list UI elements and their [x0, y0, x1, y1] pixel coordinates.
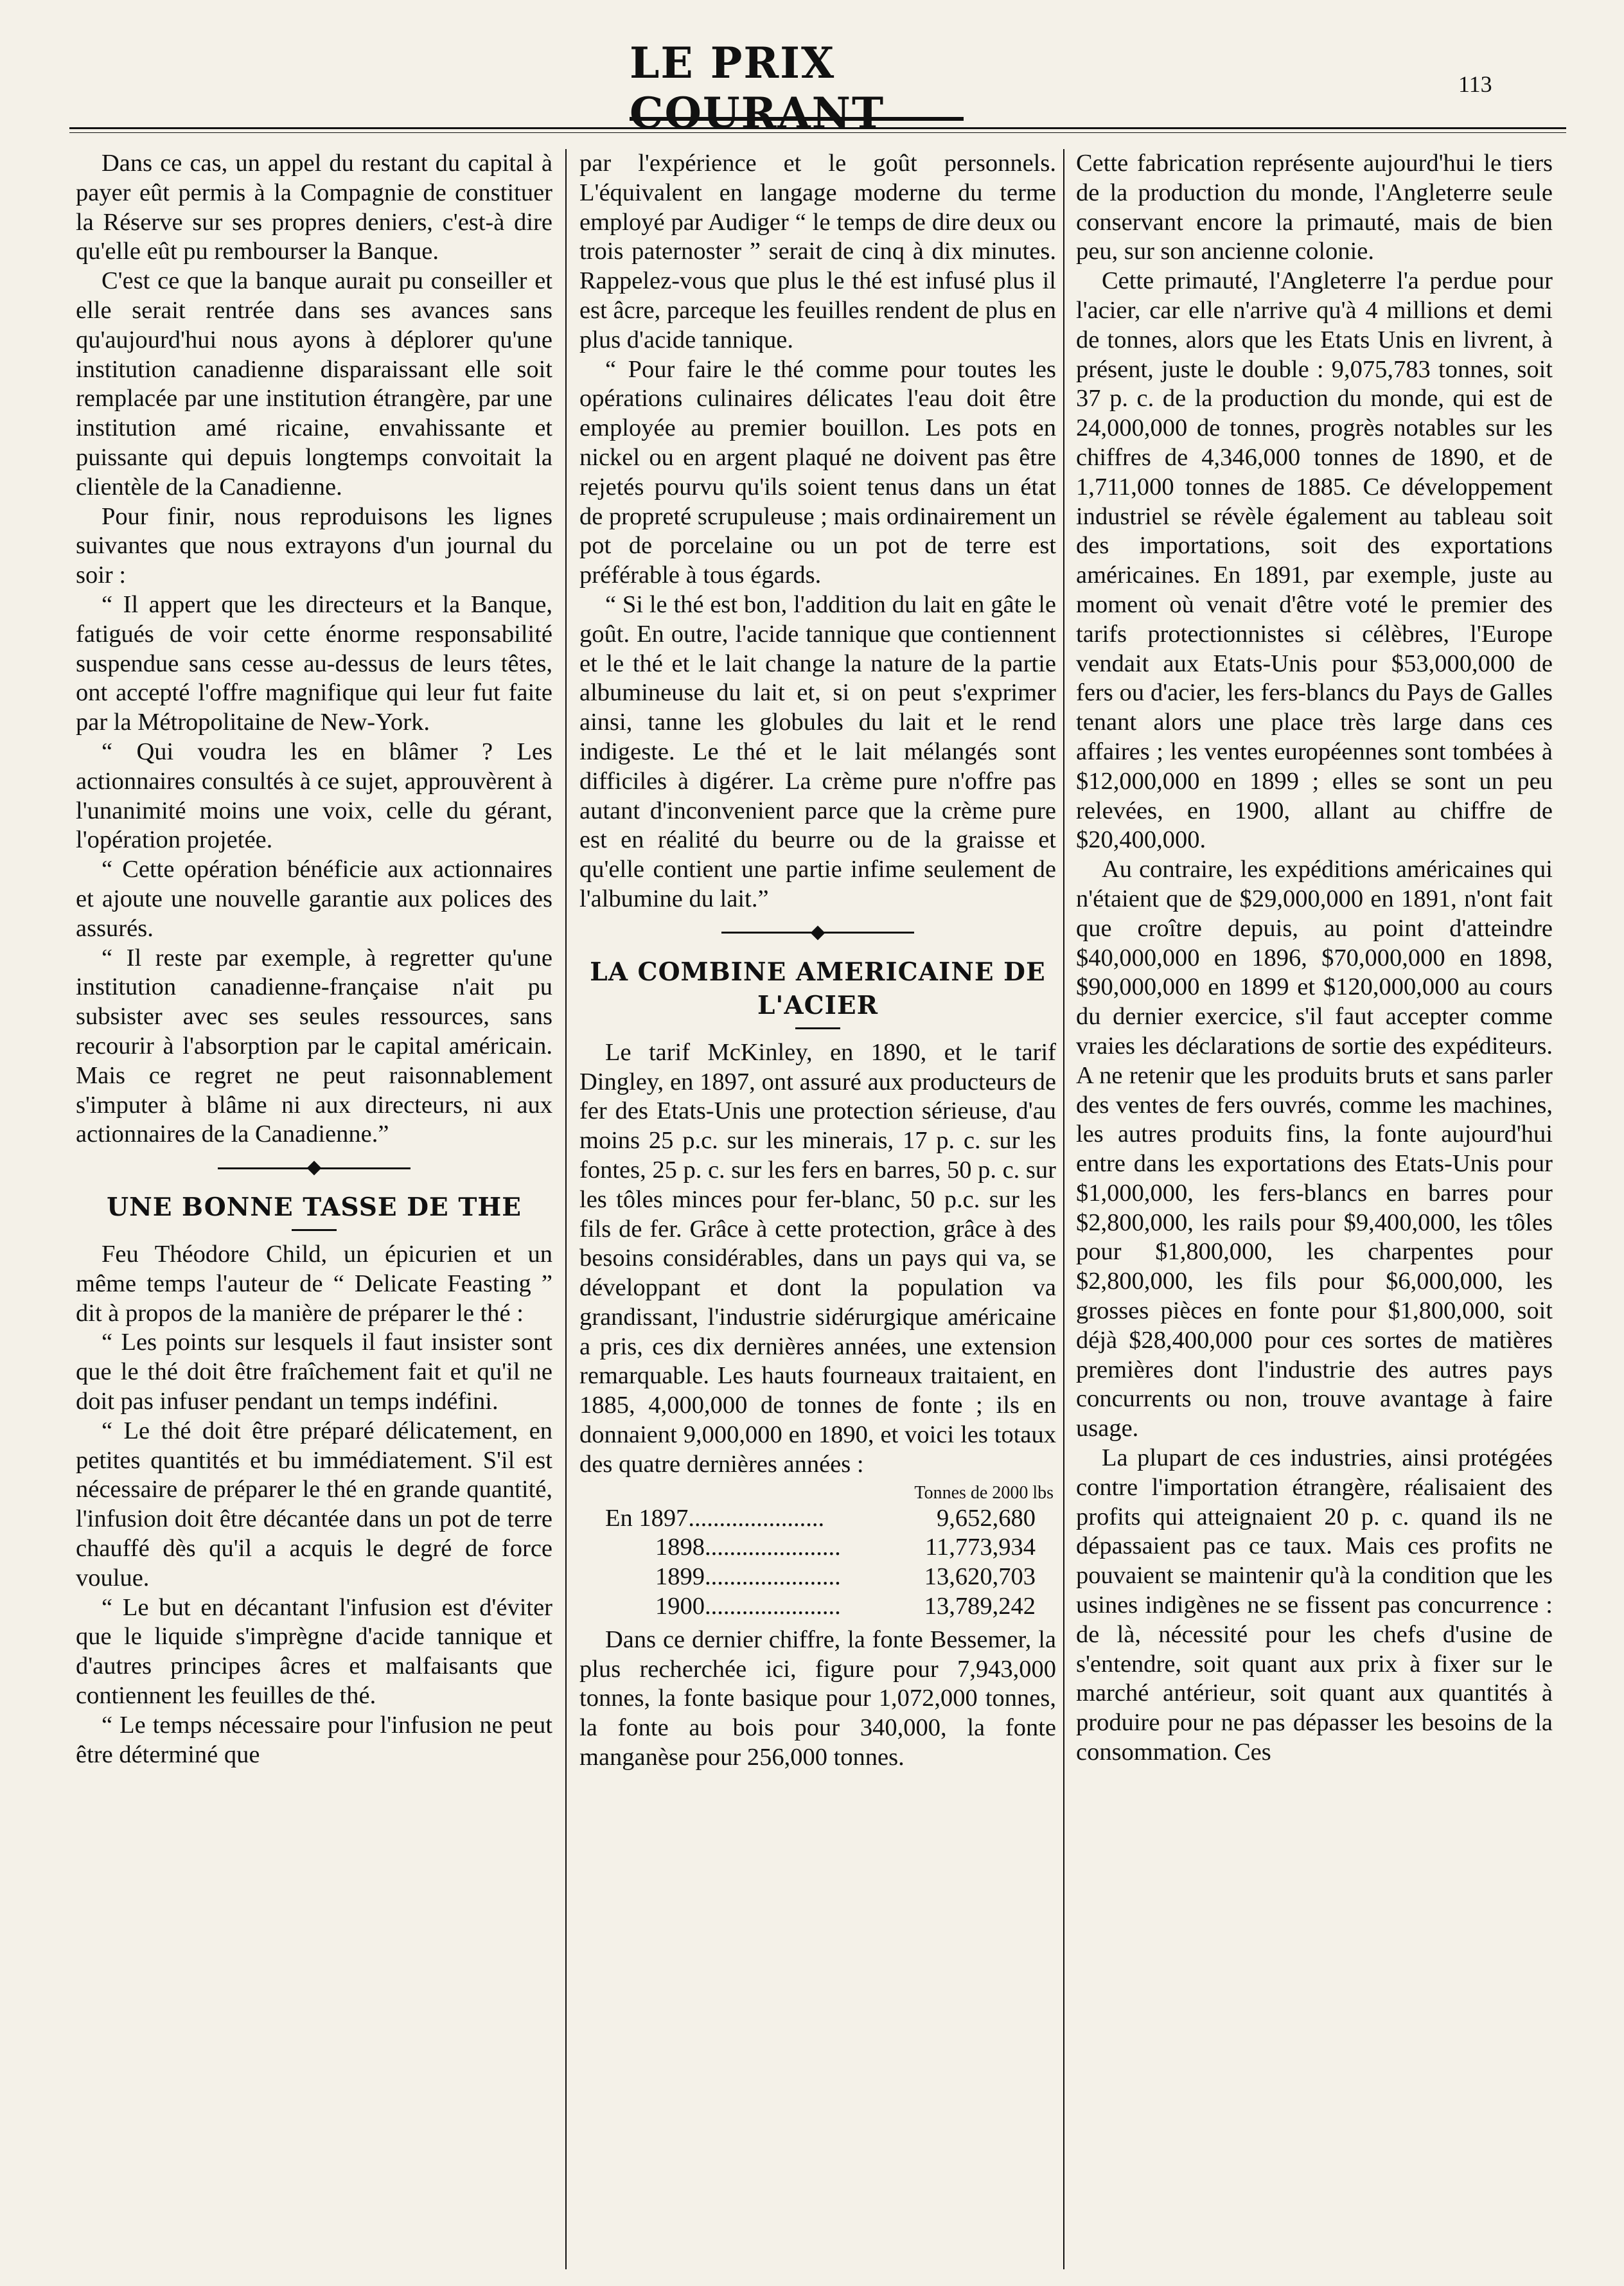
paragraph: Au contraire, les expéditions américaines qui n'étaient que de $29,000,000 en 1891, n'ont fait que croître depuis, au point d'atteindre $40,000,000 en 1896, $70,000,000 en 1898, $90,000,000 en 1899 et $120,000,000 au cours du dernier exercice, s'il faut accepter comme vraies les déclarations de sortie des expéditeurs. A ne retenir que les produits bruts et sans parler des ventes de fers ouvrés, comme les machines, les autres produits fins, la fonte aujourd'hui entre dans les exportations des Etats-Unis pour $1,000,000, les fers-blancs en barres pour $2,800,000, les rails pour $9,400,000, les tôles pour $1,800,000, les charpentes pour $2,800,000, les fils pour $6,000,000, les grosses pièces en fonte pour $1,800,000, soit déjà $28,400,000 pour ces sortes de matières premières dont l'industrie des autres pays concurrents ou non, trouve avantage à faire usage.	[1076, 856, 1553, 1442]
column-2	[579, 149, 1056, 2269]
paragraph: Cette fabrication représente aujourd'hui le tiers de la production du monde, l'Angleterre seule conservant encore la primauté, mais de bien peu, sur son ancienne colonie.	[1076, 150, 1553, 265]
paragraph: Feu Théodore Child, un épicurien et un même temps l'auteur de “ Delicate Feasting ” dit à propos de la manière de préparer le thé :	[76, 1241, 552, 1327]
table-row	[579, 1563, 1056, 1592]
paragraph: “ Cette opération bénéficie aux actionnaires et ajoute une nouvelle garantie aux polices des assurés.	[76, 856, 552, 942]
paragraph: “ Qui voudra les en blâmer ? Les actionnaires consultés à ce sujet, approuvèrent à l'unanimité moins une voix, celle du gérant, l'opération projetée.	[76, 738, 552, 854]
paragraph: “ Le thé doit être préparé délicatement, en petites quantités et bu immédiatement. S'il est nécessaire de préparer le thé en grande quantité, l'infusion doit être décantée dans un pot de terre chauffé dès qu'il a acquis le degré de force voulue.	[76, 1417, 552, 1591]
paragraph: “ Il reste par exemple, à regretter qu'une institution canadienne-française n'ait pu subsister avec ses seules ressources, sans recourir à l'absorption par le capital américain. Mais ce regret ne peut raisonnablement s'imputer à blâme ni aux directeurs, ni aux actionnaires de la Canadienne.”	[76, 944, 552, 1148]
masthead-title: LE PRIX COURANT	[630, 59, 964, 121]
column-divider-1	[565, 149, 567, 2269]
paragraph: Dans ce cas, un appel du restant du capital à payer eût permis à la Compagnie de constituer la Réserve sur ses propres deniers, c'est-à dire qu'elle eût pu rembourser la Banque.	[76, 150, 552, 265]
table-value: 11,773,934	[925, 1534, 1036, 1561]
section-ornament	[579, 914, 1056, 952]
table-value: 13,620,703	[924, 1563, 1036, 1591]
paragraph: C'est ce que la banque aurait pu conseiller et elle serait rentrée dans ses avances sans qu'aujourd'hui nous ayons à déplorer qu'une institution canadienne disparaissant elle soit remplacée par une institution étrangère, par une institution amé ricaine, envahissante et puissante qui depuis longtemps convoitait la clientèle de la Canadienne.	[76, 267, 552, 501]
table-year: 1900......................	[655, 1593, 841, 1620]
column-3	[1076, 149, 1553, 2269]
heading-rule	[795, 1027, 840, 1029]
page-number: 113	[1458, 71, 1492, 97]
paragraph: Cette primauté, l'Angleterre l'a perdue pour l'acier, car elle n'arrive qu'à 4 millions et demi de tonnes, alors que les Etats Unis en livrent, à présent, juste le double : 9,075,783 tonnes, soit 37 p. c. de la production du monde, qui est de 24,000,000 de tonnes, progrès notables sur les chiffres de 4,346,000 tonnes de 1890, et de 1,711,000 tonnes de 1885. Ce développement industriel se révèle également au tableau soit des importations, soit des exportations américaines. En 1891, par exemple, juste au moment où venait d'être voté le premier des tarifs protectionnistes si célèbres, l'Europe vendait aux Etats-Unis pour $53,000,000 de fers ou d'acier, les fers-blancs du Pays de Galles tenant alors une place très large dans ces affaires ; les ventes européennes sont tombées à $12,000,000 en 1899 ; elles se sont un peu relevées, en 1900, allant au chiffre de $20,400,000.	[1076, 267, 1553, 854]
article-heading-tea: UNE BONNE TASSE DE THE	[107, 1192, 522, 1223]
heading-rule	[292, 1229, 337, 1231]
article-heading-steel: LA COMBINE AMERICAINE DE L'ACIER	[590, 957, 1046, 1020]
table-value: 13,789,242	[924, 1593, 1036, 1620]
table-row	[579, 1533, 1056, 1563]
table-header: Tonnes de 2000 lbs	[914, 1482, 1054, 1503]
paragraph: “ Pour faire le thé comme pour toutes les opérations culinaires délicates l'eau doit être employée au premier bouillon. Les pots en nickel ou en argent plaqué ne doivent pas être rejetés pourvu qu'ils soient tenus dans un état de propreté scrupuleuse ; mais ordinairement un pot de porcelaine ou un pot de terre est préférable à tous égards.	[579, 355, 1056, 589]
paragraph: “ Il appert que les directeurs et la Banque, fatigués de voir cette énorme responsabilité suspendue sans cesse au-dessus de leurs têtes, ont accepté l'offre magnifique qui leur fut faite par la Métropolitaine de New-York.	[76, 590, 552, 736]
column-divider-2	[1063, 149, 1064, 2269]
column-1	[76, 149, 552, 2269]
paragraph: “ Les points sur lesquels il faut insister sont que le thé doit être fraîchement fait et qu'il ne doit pas infuser pendant un temps indéfini.	[76, 1329, 552, 1415]
table-row	[579, 1504, 1056, 1534]
paragraph: “ Le temps nécessaire pour l'infusion ne peut être déterminé que	[76, 1711, 552, 1768]
table-year: En 1897......................	[605, 1504, 825, 1532]
paragraph: “ Si le thé est bon, l'addition du lait en gâte le goût. En outre, l'acide tannique que contiennent et le thé et le lait change la nature de la partie albumineuse du lait et, si on peut s'exprimer ainsi, tanne les globules du lait et le rend indigeste. Le thé et le lait mélangés sont difficiles à digérer. La crème pure n'offre pas autant d'inconvenient parce que la crème pure est en réalité du beurre ou de la graisse et qu'elle contient une partie infime seulement de l'albumine du lait.”	[579, 590, 1056, 912]
header-rule-thin	[69, 132, 1566, 133]
paragraph: La plupart de ces industries, ainsi protégées contre l'importation étrangère, réalisaient des profits qui atteignaient 20 p. c. quand ils ne dépassaient pas ce taux. Mais ces profits ne pouvaient se maintenir qu'à la condition que les usines indigènes ne se fissent pas concurrence : de là, nécessité pour les chefs d'usine de s'entendre, soit quant aux prix à fixer sur le marché antérieur, soit quant aux quantités à produire pour ne pas dépasser les besoins de la consommation. Ces	[1076, 1444, 1553, 1766]
table-value: 9,652,680	[937, 1504, 1036, 1532]
table-year: 1899......................	[655, 1563, 841, 1591]
paragraph: Dans ce dernier chiffre, la fonte Bessemer, la plus recherchée ici, figure pour 7,943,000 tonnes, la fonte basique pour 1,072,000 tonnes, la fonte au bois pour 340,000, la fonte manganèse pour 256,000 tonnes.	[579, 1626, 1056, 1771]
paragraph: “ Le but en décantant l'infusion est d'éviter que le liquide s'imprègne d'acide tannique et d'autres principes âcres et malfaisants que contiennent les feuilles de thé.	[76, 1593, 552, 1710]
paragraph: Pour finir, nous reproduisons les lignes suivantes que nous extrayons d'un journal du soir :	[76, 502, 552, 589]
table-row	[579, 1592, 1056, 1622]
paragraph: par l'expérience et le goût personnels. L'équivalent en langage moderne du terme employé par Audiger “ le temps de dire deux ou trois paternoster ” serait de cinq à dix minutes. Rappelez-vous que plus le thé est infusé plus il est âcre, parceque les feuilles rendent de plus en plus d'acide tannique.	[579, 150, 1056, 353]
table-year: 1898......................	[655, 1534, 841, 1561]
production-table	[579, 1482, 1056, 1622]
section-ornament	[76, 1149, 552, 1187]
paragraph: Le tarif McKinley, en 1890, et le tarif Dingley, en 1897, ont assuré aux producteurs de fer des Etats-Unis une protection sérieuse, d'au moins 25 p.c. sur les minerais, 17 p. c. sur les fontes, 25 p. c. sur les fers en barres, 50 p. c. sur les tôles minces pour fer-blanc, 50 p.c. sur les fils de fer. Grâce à cette protection, grâce à des besoins considérables, dans un pays qui va, se développant et dont la population va grandissant, l'industrie sidérurgique américaine a pris, ces dix dernières années, une extension remarquable. Les hauts fourneaux traitaient, en 1885, 4,000,000 de tonnes de fonte ; ils en donnaient 9,000,000 en 1890, et voici les totaux des quatre dernières années :	[579, 1038, 1056, 1478]
header-rule	[69, 127, 1566, 129]
